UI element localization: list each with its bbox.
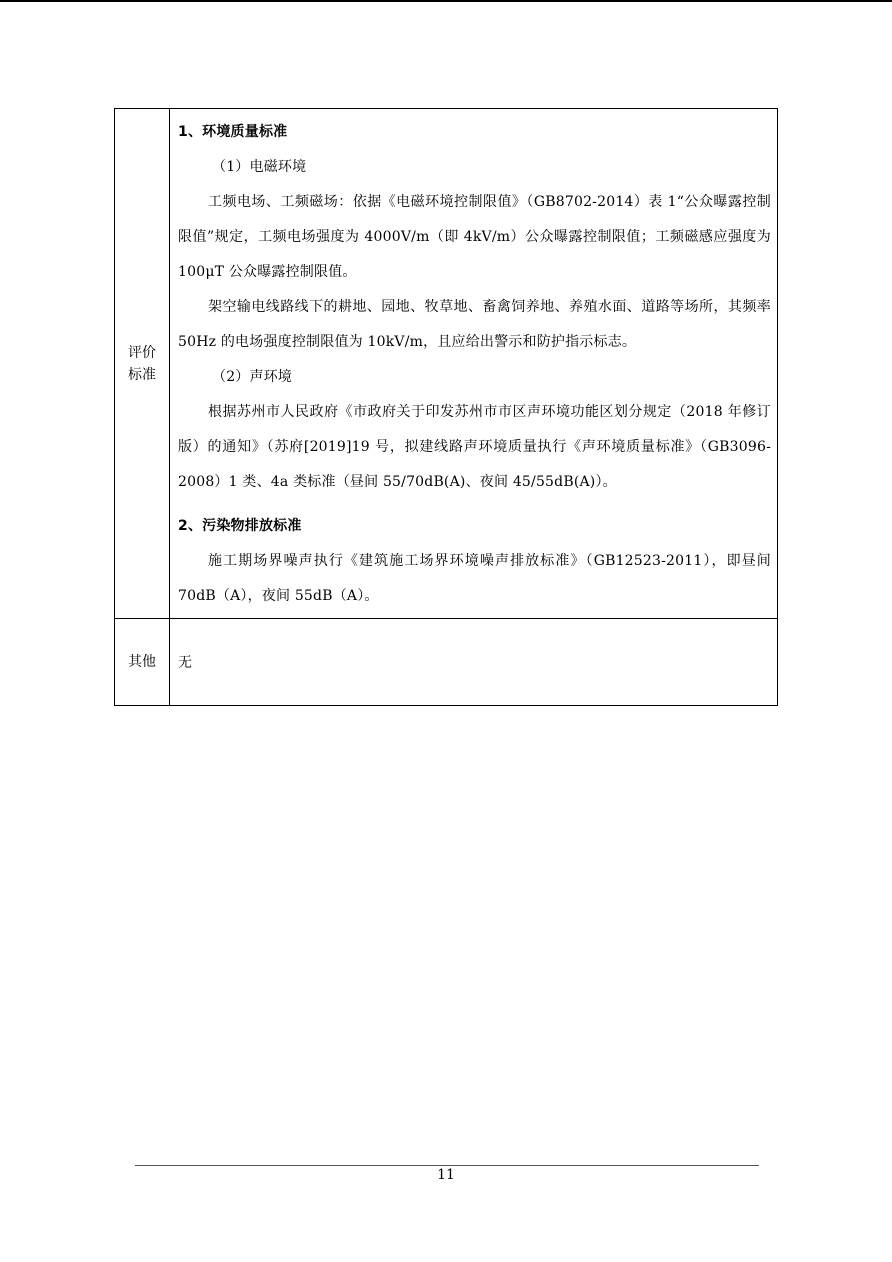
top-border-line (0, 0, 892, 2)
section-heading-environmental-quality: 1、环境质量标准 (178, 124, 288, 140)
paragraph-overhead-line: 架空输电线路线下的耕地、园地、牧草地、畜禽饲养地、养殖水面、道路等场所，其频率 50Hz 的电场强度控制限值为 10kV/m，且应给出警示和防护指示标志。 (178, 299, 771, 350)
evaluation-standards-row (115, 109, 778, 619)
subheading-electromagnetic: （1）电磁环境 (212, 159, 307, 175)
other-value: 无 (170, 619, 778, 706)
other-label: 其他 (115, 619, 170, 706)
section-heading-emission: 2、污染物排放标准 (178, 518, 302, 534)
paragraph-acoustic-standard: 根据苏州市人民政府《市政府关于印发苏州市市区声环境功能区划分规定（2018 年修订版）的通知》（苏府[2019]19 号，拟建线路声环境质量执行《声环境质量标准》（GB3096-2008）1 类、4a 类标准（昼间 55/70dB(A)、夜间 45/55dB(A)）。 (178, 404, 771, 490)
paragraph-power-frequency: 工频电场、工频磁场：依据《电磁环境控制限值》（GB8702-2014）表 1“公众曝露控制限值”规定，工频电场强度为 4000V/m（即 4kV/m）公众曝露控制限值；工频磁感应强度为 100μT 公众曝露控制限值。 (178, 194, 771, 280)
evaluation-standards-content (170, 109, 778, 619)
evaluation-standards-label (115, 109, 170, 619)
standards-table (114, 108, 778, 706)
page-number: 11 (437, 1167, 455, 1183)
other-row (115, 619, 778, 706)
label-line-2: 标准 (128, 366, 156, 383)
footer-divider (135, 1165, 759, 1166)
paragraph-construction-noise: 施工期场界噪声执行《建筑施工场界环境噪声排放标准》（GB12523-2011），即昼间 70dB（A），夜间 55dB（A）。 (178, 553, 771, 604)
section-spacer (178, 500, 771, 509)
label-line-1: 评价 (128, 344, 156, 361)
subheading-acoustic: （2）声环境 (212, 369, 293, 385)
